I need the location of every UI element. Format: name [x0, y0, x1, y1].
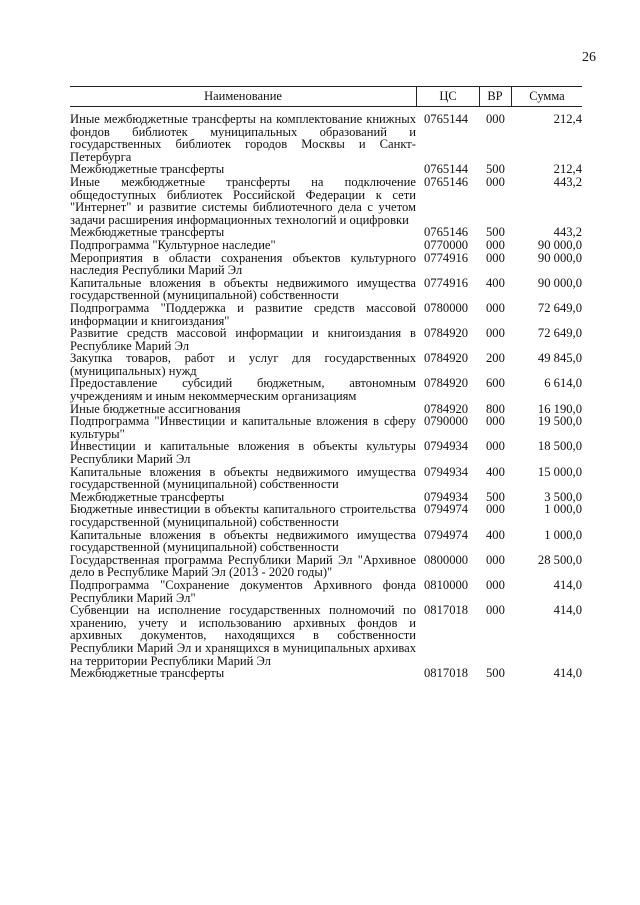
row-sum: 1 000,0 [544, 502, 582, 517]
row-name: Государственная программа Республики Марий Эл "Архивное дело в Республике Марий Эл (2013 - 2020 годы)" [70, 552, 416, 580]
row-vr: 000 [486, 326, 505, 341]
row-cs: 0770000 [424, 237, 469, 252]
row-sum: 90 000,0 [537, 275, 582, 290]
row-cs: 0794974 [424, 527, 469, 542]
row-cs: 0817018 [424, 666, 469, 681]
row-cs: 0794974 [424, 502, 469, 517]
table-row [70, 503, 582, 528]
row-name: Межбюджетные трансферты [70, 489, 225, 504]
row-vr: 000 [486, 237, 505, 252]
row-name: Подпрограмма "Культурное наследие" [70, 237, 276, 252]
row-sum: 18 500,0 [537, 439, 582, 454]
row-vr: 000 [486, 552, 505, 567]
table-row [70, 327, 582, 352]
row-vr: 500 [486, 489, 505, 504]
row-cs: 0774916 [424, 250, 469, 265]
table-header [70, 89, 582, 105]
row-sum: 90 000,0 [537, 250, 582, 265]
table-row [70, 113, 582, 163]
row-cs: 0817018 [424, 603, 469, 618]
row-vr: 000 [486, 300, 505, 315]
row-cs: 0784920 [424, 326, 469, 341]
row-name: Подпрограмма "Инвестиции и капитальные вложения в сферу культуры" [70, 414, 416, 441]
row-sum: 15 000,0 [537, 464, 582, 479]
row-sum: 72 649,0 [537, 300, 582, 315]
table-row [70, 239, 582, 252]
row-vr: 000 [486, 174, 505, 189]
row-cs: 0794934 [424, 439, 469, 454]
row-cs: 0765144 [424, 162, 469, 177]
row-sum: 16 190,0 [537, 401, 582, 416]
table-row [70, 415, 582, 440]
row-cs: 0800000 [424, 552, 469, 567]
row-sum: 1 000,0 [544, 527, 582, 542]
row-cs: 0784920 [424, 351, 469, 366]
row-cs: 0765146 [424, 225, 469, 240]
row-cs: 0774916 [424, 275, 469, 290]
header-bottom-rule [70, 106, 582, 107]
row-name: Капитальные вложения в объекты недвижимого имущества государственной (муниципальной) собственности [70, 275, 416, 303]
row-name: Межбюджетные трансферты [70, 162, 225, 177]
table-row [70, 604, 582, 667]
row-name: Субвенции на исполнение государственных полномочий по хранению, учету и использованию архивных фондов и архивных документов, находящихся в собственности Республики Марий Эл и хранящихся в муниципальных архивах на территории Республики Марий Эл [70, 603, 416, 668]
row-vr: 800 [486, 401, 505, 416]
row-cs: 0780000 [424, 300, 469, 315]
row-vr: 200 [486, 351, 505, 366]
row-vr: 400 [486, 275, 505, 290]
row-name: Иные бюджетные ассигнования [70, 401, 241, 416]
row-sum: 49 845,0 [537, 351, 582, 366]
row-vr: 500 [486, 225, 505, 240]
row-vr: 500 [486, 162, 505, 177]
table-row [70, 529, 582, 554]
row-cs: 0784920 [424, 376, 469, 391]
row-name: Закупка товаров, работ и услуг для государственных (муниципальных) нужд [70, 351, 416, 378]
row-name: Мероприятия в области сохранения объектов культурного наследия Республики Марий Эл [70, 250, 416, 278]
row-sum: 28 500,0 [537, 552, 582, 567]
table-row [70, 466, 582, 491]
row-sum: 3 500,0 [544, 489, 582, 504]
row-name: Межбюджетные трансферты [70, 225, 225, 240]
row-name: Иные межбюджетные трансферты на подключение общедоступных библиотек Российской Федерации к сети "Интернет" и развитие системы библиотечного дела с учетом задачи расширения информационных технологий и оцифровки [70, 174, 416, 227]
row-cs: 0794934 [424, 489, 469, 504]
row-name: Капитальные вложения в объекты недвижимого имущества государственной (муниципальной) собственности [70, 527, 416, 555]
table-row [70, 302, 582, 327]
row-sum: 443,2 [553, 174, 582, 189]
row-vr: 000 [486, 439, 505, 454]
row-cs: 0765146 [424, 174, 469, 189]
row-vr: 000 [486, 502, 505, 517]
table-row [70, 352, 582, 377]
row-sum: 72 649,0 [537, 326, 582, 341]
row-cs: 0794934 [424, 464, 469, 479]
header-cs: ЦС [439, 89, 457, 103]
row-vr: 000 [486, 414, 505, 429]
row-cs: 0784920 [424, 401, 469, 416]
row-vr: 000 [486, 603, 505, 618]
header-name: Наименование [204, 89, 282, 103]
row-vr: 400 [486, 464, 505, 479]
table-row [70, 277, 582, 302]
row-sum: 90 000,0 [537, 237, 582, 252]
budget-table [70, 113, 582, 680]
row-sum: 414,0 [553, 577, 582, 592]
row-sum: 19 500,0 [537, 414, 582, 429]
row-name: Инвестиции и капитальные вложения в объекты культуры Республики Марий Эл [70, 439, 416, 467]
row-sum: 212,4 [553, 162, 582, 177]
row-name: Межбюджетные трансферты [70, 666, 225, 681]
row-sum: 443,2 [553, 225, 582, 240]
table-row [70, 252, 582, 277]
row-name: Иные межбюджетные трансферты на комплектование книжных фондов библиотек муниципальных образований и государственных библиотек городов Москвы и Санкт-Петербурга [70, 112, 416, 164]
row-name: Капитальные вложения в объекты недвижимого имущества государственной (муниципальной) собственности [70, 464, 416, 492]
header-vr: ВР [487, 89, 503, 103]
table-row [70, 579, 582, 604]
row-name: Развитие средств массовой информации и книгоиздания в Республике Марий Эл [70, 326, 416, 353]
table-row [70, 554, 582, 579]
table-row [70, 176, 582, 226]
row-vr: 600 [486, 376, 505, 391]
row-sum: 6 614,0 [544, 376, 582, 391]
row-cs: 0790000 [424, 414, 469, 429]
row-vr: 500 [486, 666, 505, 681]
row-sum: 414,0 [553, 603, 582, 618]
row-name: Бюджетные инвестиции в объекты капитального строительства государственной (муниципальной) собственности [70, 502, 416, 529]
table-row [70, 667, 582, 680]
row-cs: 0765144 [424, 112, 469, 126]
row-vr: 000 [486, 577, 505, 592]
page-number: 26 [582, 50, 596, 65]
row-vr: 000 [486, 250, 505, 265]
header-sum: Сумма [529, 89, 565, 103]
table-row [70, 440, 582, 465]
row-name: Подпрограмма "Поддержка и развитие средств массовой информации и книгоиздания" [70, 300, 416, 328]
row-vr: 000 [486, 112, 505, 126]
table-row [70, 377, 582, 402]
row-name: Предоставление субсидий бюджетным, автономным учреждениям и иным некоммерческим организациям [70, 376, 416, 404]
row-vr: 400 [486, 527, 505, 542]
row-sum: 212,4 [553, 112, 582, 126]
row-sum: 414,0 [553, 666, 582, 681]
row-name: Подпрограмма "Сохранение документов Архивного фонда Республики Марий Эл" [70, 577, 416, 605]
header-top-rule [70, 86, 582, 87]
row-cs: 0810000 [424, 577, 469, 592]
